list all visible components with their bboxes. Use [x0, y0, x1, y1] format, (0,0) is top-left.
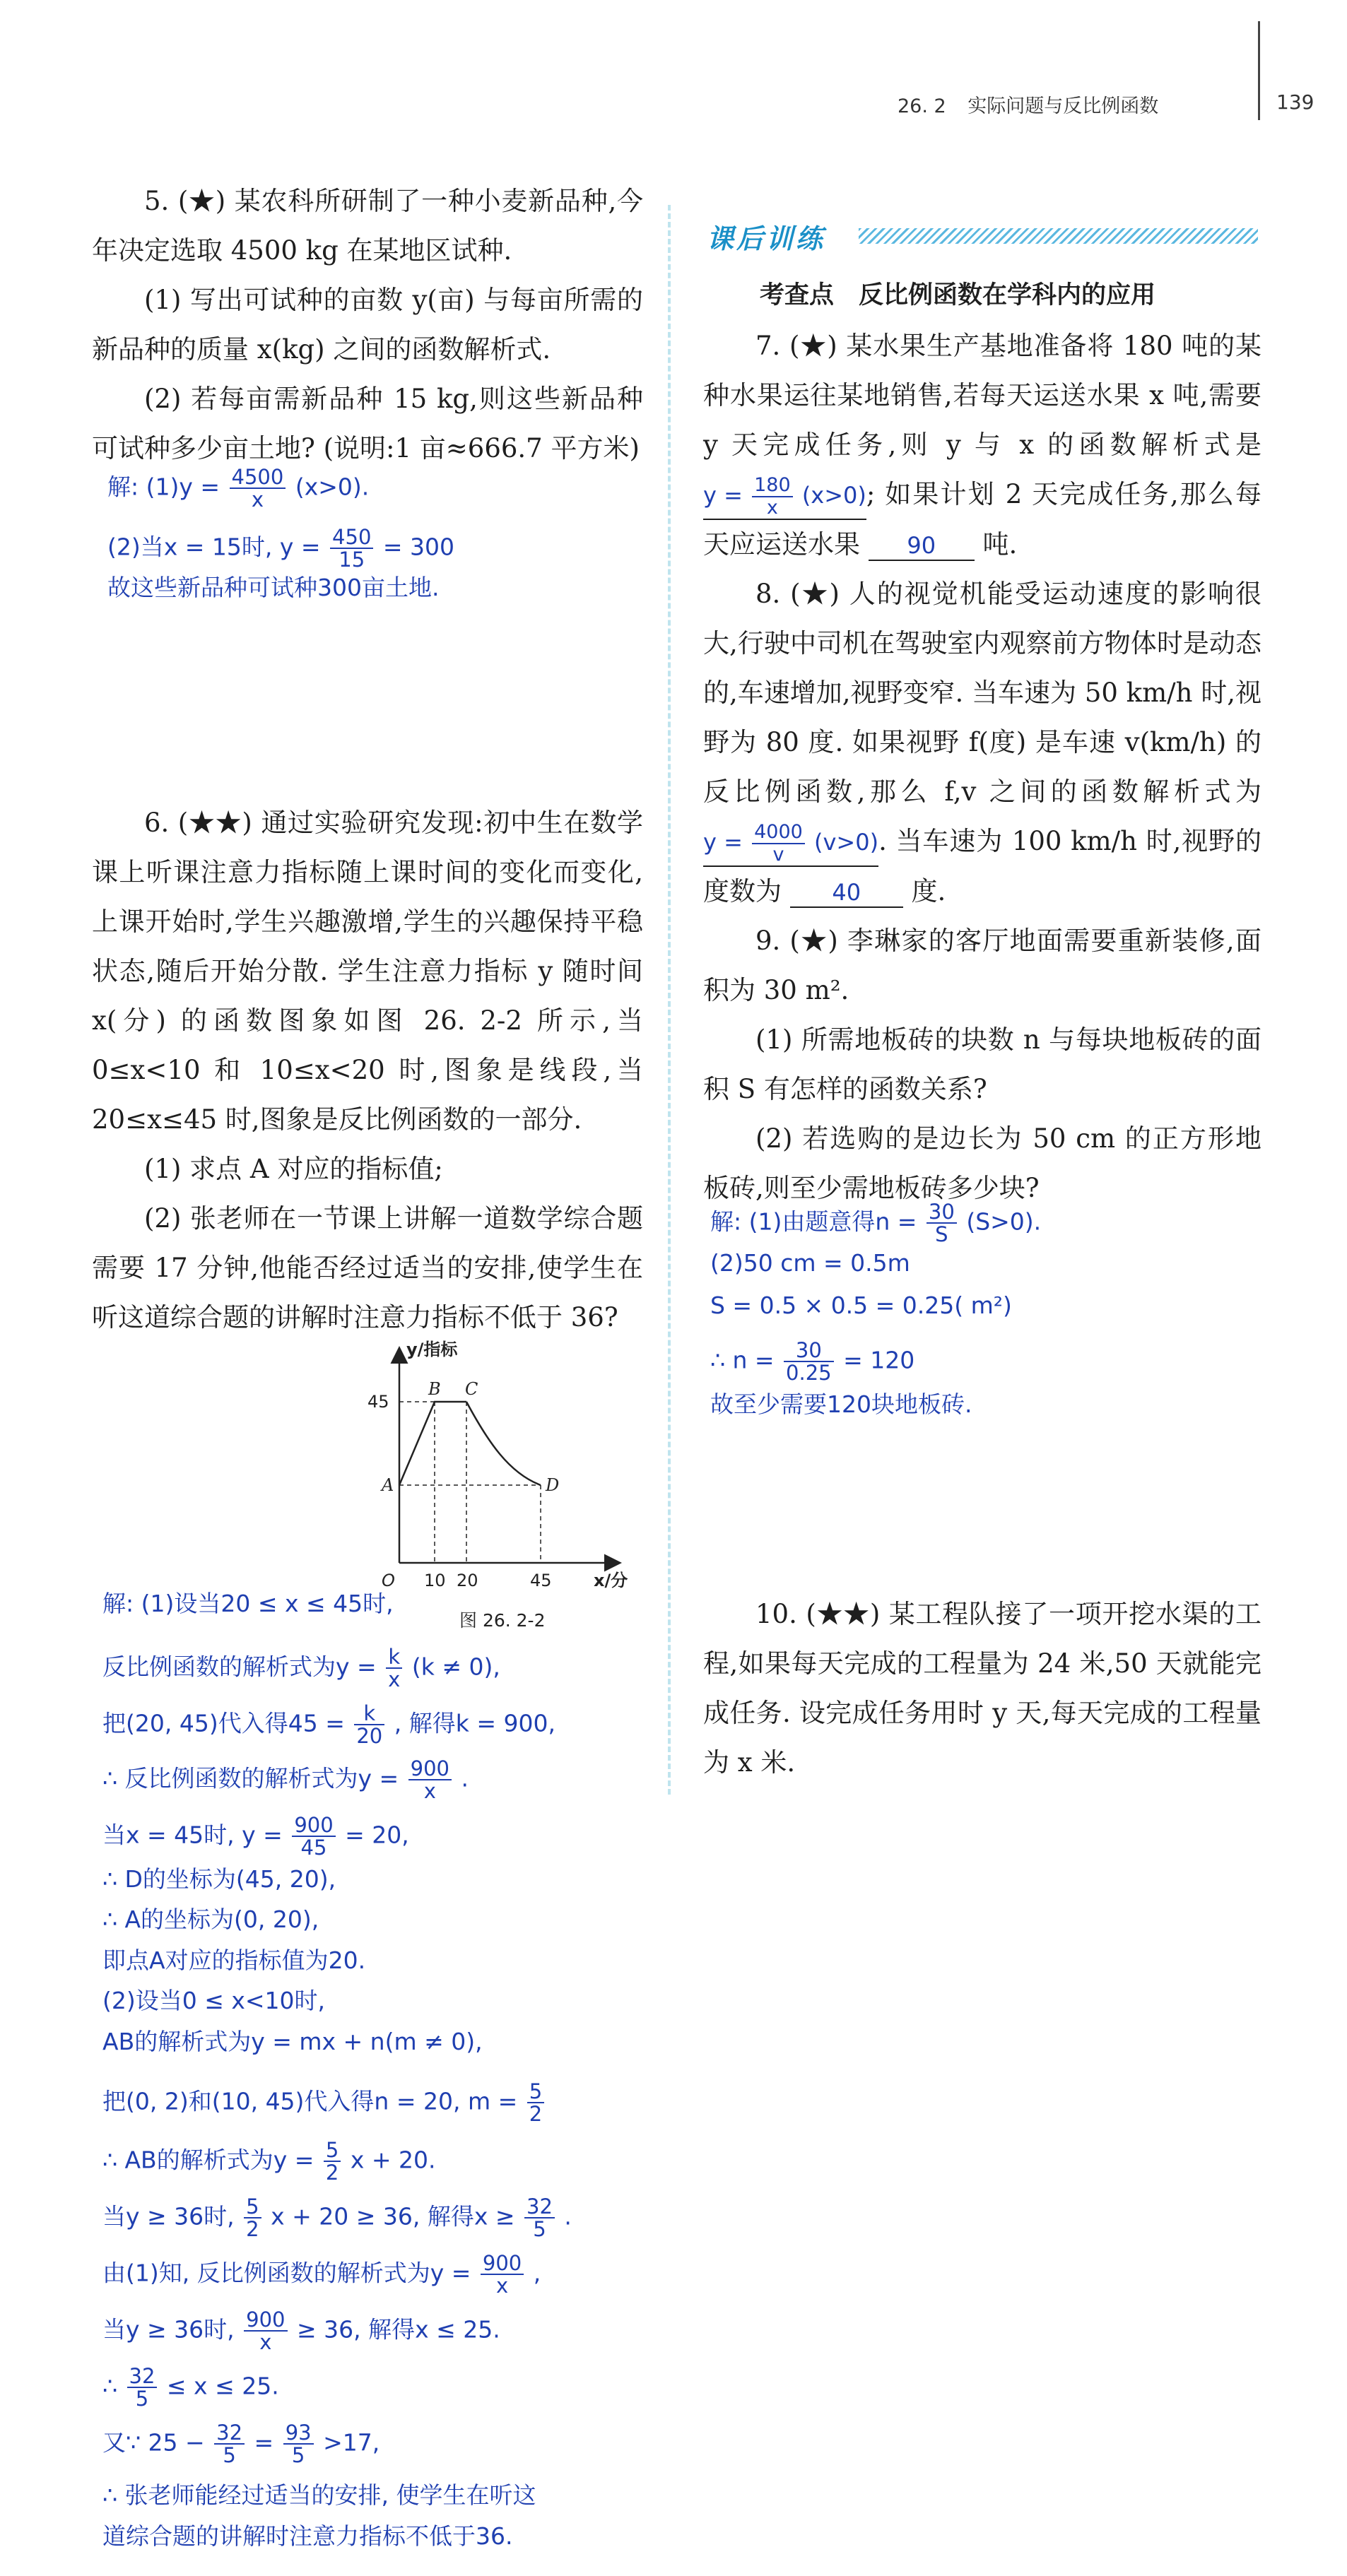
q7-blank-tons: 90 — [869, 531, 975, 561]
point-A-label: A — [382, 1475, 394, 1495]
q6-answer-line4: ∴ 反比例函数的解析式为y = $\frac{900}{x}$ . — [102, 1756, 469, 1803]
fraction: $\frac{5}{2}$ — [527, 2081, 544, 2125]
question-10 — [703, 1590, 1261, 1788]
q5-part2: (2) 若每亩需新品种 15 kg,则这些新品种可试种多少亩土地? (说明:1 亩≈666.7 平方米) — [92, 384, 643, 463]
fraction: $\frac{30}{0.25}$ — [784, 1340, 834, 1383]
q6-answer-line12: ∴ AB的解析式为y = $\frac{5}{2}$ x + 20. — [102, 2138, 436, 2185]
banner-title: 课后训练 — [707, 223, 826, 254]
q9-answer-line3: S = 0.5 × 0.5 = 0.25( m²) — [710, 1292, 1012, 1319]
fraction: $\frac{93}{5}$ — [283, 2422, 314, 2466]
curve-C-D — [466, 1402, 541, 1485]
q9-answer-line2: (2)50 cm = 0.5m — [710, 1249, 910, 1277]
question-9: 9. (★) 李琳家的客厅地面需要重新装修,面积为 30 m². — [703, 926, 1261, 1005]
q6-answer-line1: 解: (1)设当20 ≤ x ≤ 45时, — [102, 1590, 394, 1617]
y-tick-45: 45 — [367, 1392, 389, 1412]
q6-part1: (1) 求点 A 对应的指标值; — [144, 1154, 443, 1184]
q6-answer-line18: ∴ 张老师能经过适当的安排, 使学生在听这 — [102, 2481, 536, 2509]
q5-answer-line3: 故这些新品种可试种300亩土地. — [107, 574, 440, 601]
q6-answer-line19: 道综合题的讲解时注意力指标不低于36. — [102, 2522, 513, 2550]
q5-answer-line2: (2)当x = 15时, y = $\frac{450}{15}$ = 300 — [107, 525, 455, 572]
page-number: 139 — [1276, 90, 1314, 114]
fraction: $\frac{k}{x}$ — [386, 1646, 402, 1690]
banner-stripes — [859, 228, 1258, 244]
q5-answer-line1: 解: (1)y = $\frac{4500}{x}$ (x>0). — [107, 465, 370, 512]
q6-answer-line2: 反比例函数的解析式为y = $\frac{k}{x}$ (k ≠ 0), — [102, 1645, 500, 1691]
fraction: $\frac{900}{x}$ — [244, 2309, 287, 2353]
x-axis-label: x/分 — [594, 1571, 628, 1590]
q6-answer-line14: 由(1)知, 反比例函数的解析式为y = $\frac{900}{x}$ , — [102, 2251, 541, 2298]
fraction: $\frac{32}{5}$ — [524, 2196, 555, 2240]
q9-answer-line5: 故至少需要120块地板砖. — [710, 1390, 972, 1418]
section-title: 实际问题与反比例函数 — [967, 95, 1159, 117]
fraction: $\frac{900}{45}$ — [292, 1814, 335, 1858]
section-banner — [707, 215, 1258, 258]
q6-answer-line3: 把(20, 45)代入得45 = $\frac{k}{20}$ , 解得k = 900, — [102, 1701, 555, 1748]
question-8: 8. (★) 人的视觉机能受运动速度的影响很大,行驶中司机在驾驶室内观察前方物体时是动态的,车速增加,视野变窄. 当车速为 50 km/h 时,视野为 80 度. 如果视野 f(度) 是车速 v(km/h) 的反比例函数,那么 f,v 之间的函数解析式为 y = $\frac{4000}{v}$ (v>0). 当车速为 100 km/h 时,视野的度数为 40 度. — [703, 579, 1261, 906]
segment-A-B-C — [399, 1402, 466, 1485]
q6-answer-line5: 当x = 45时, y = $\frac{900}{45}$ = 20, — [102, 1813, 409, 1860]
q6-answer-line16: ∴ $\frac{32}{5}$ ≤ x ≤ 25. — [102, 2364, 279, 2411]
question-7: 7. (★) 某水果生产基地准备将 180 吨的某种水果运往某地销售,若每天运送水果 x 吨,需要 y 天完成任务,则 y 与 x 的函数解析式是 y = $\frac{180}{x}$ (x>0); 如果计划 2 天完成任务,那么每天应运送水果 90 吨. — [703, 331, 1261, 560]
right-column — [703, 321, 1261, 1213]
q6-answer-line10: AB的解析式为y = mx + n(m ≠ 0), — [102, 2028, 483, 2055]
x-tick-20: 20 — [457, 1571, 478, 1590]
column-divider — [668, 205, 671, 1795]
point-D-label: D — [546, 1475, 560, 1495]
point-B-label: B — [428, 1379, 441, 1399]
question-6 — [92, 798, 643, 1342]
fraction: $\frac{900}{x}$ — [481, 2252, 524, 2296]
figure-26-2-2 — [367, 1335, 636, 1646]
page-header — [898, 90, 1314, 122]
question-5 — [92, 177, 643, 473]
q6-answer-line8: 即点A对应的指标值为20. — [102, 1946, 366, 1974]
fraction: $\frac{450}{15}$ — [330, 526, 373, 570]
q5-stem: 5. (★) 某农科所研制了一种小麦新品种,今年决定选取 4500 kg 在某地区试种. — [92, 186, 643, 266]
q7-blank-function: y = $\frac{180}{x}$ (x>0) — [703, 474, 866, 519]
q6-answer-line6: ∴ D的坐标为(45, 20), — [102, 1865, 336, 1893]
q6-answer-line7: ∴ A的坐标为(0, 20), — [102, 1906, 319, 1933]
y-axis-label: y/指标 — [406, 1340, 458, 1359]
q6-answer-line15: 当y ≥ 36时, $\frac{900}{x}$ ≥ 36, 解得x ≤ 25. — [102, 2308, 500, 2354]
figure-caption: 图 26. 2-2 — [459, 1610, 546, 1631]
q9-answer-line1: 解: (1)由题意得n = $\frac{30}{S}$ (S>0). — [710, 1200, 1042, 1246]
q9-part1: (1) 所需地板砖的块数 n 与每块地板砖的面积 S 有怎样的函数关系? — [703, 1024, 1261, 1104]
fraction: $\frac{180}{x}$ — [752, 475, 793, 519]
point-C-label: C — [465, 1379, 478, 1399]
q6-answer-line17: 又∵ 25 − $\frac{32}{5}$ = $\frac{93}{5}$ >17, — [102, 2421, 380, 2467]
x-tick-45: 45 — [530, 1571, 552, 1590]
fraction: $\frac{32}{5}$ — [127, 2365, 158, 2409]
fraction: $\frac{4000}{v}$ — [752, 822, 805, 865]
q9-answer-line4: ∴ n = $\frac{30}{0.25}$ = 120 — [710, 1338, 915, 1385]
q6-answer-line9: (2)设当0 ≤ x<10时, — [102, 1987, 326, 2014]
fraction: $\frac{5}{2}$ — [244, 2196, 261, 2240]
q5-part1: (1) 写出可试种的亩数 y(亩) 与每亩所需的新品种的质量 x(kg) 之间的函数解析式. — [92, 285, 643, 365]
topic-title: 考查点 反比例函数在学科内的应用 — [760, 281, 1156, 309]
q10-stem: 10. (★★) 某工程队接了一项开挖水渠的工程,如果每天完成的工程量为 24 米,50 天就能完成任务. 设完成任务用时 y 天,每天完成的工程量为 x 米. — [703, 1599, 1261, 1778]
q8-blank-degrees: 40 — [790, 878, 903, 908]
fraction: $\frac{5}{2}$ — [324, 2139, 341, 2183]
fraction: $\frac{30}{S}$ — [927, 1201, 957, 1245]
origin-label: O — [382, 1571, 395, 1590]
q6-answer-line11: 把(0, 2)和(10, 45)代入得n = 20, m = $\frac{5}{2}$ — [102, 2081, 546, 2125]
fraction: $\frac{900}{x}$ — [408, 1758, 452, 1802]
fraction: $\frac{32}{5}$ — [214, 2422, 245, 2466]
q8-blank-function: y = $\frac{4000}{v}$ (v>0) — [703, 821, 879, 865]
q6-answer-line13: 当y ≥ 36时, $\frac{5}{2}$ x + 20 ≥ 36, 解得x ≥ $\frac{32}{5}$ . — [102, 2194, 572, 2241]
x-tick-10: 10 — [424, 1571, 446, 1590]
q9-part2: (2) 若选购的是边长为 50 cm 的正方形地板砖,则至少需地板砖多少块? — [703, 1123, 1261, 1203]
fraction: $\frac{4500}{x}$ — [230, 466, 286, 510]
q6-part2: (2) 张老师在一节课上讲解一道数学综合题需要 17 分钟,他能否经过适当的安排,使学生在听这道综合题的讲解时注意力指标不低于 36? — [92, 1203, 643, 1333]
header-rule — [1258, 21, 1260, 120]
fraction: $\frac{k}{20}$ — [354, 1703, 384, 1747]
q6-stem: 6. (★★) 通过实验研究发现:初中生在数学课上听课注意力指标随上课时间的变化而变化,上课开始时,学生兴趣激增,学生的兴趣保持平稳状态,随后开始分散. 学生注意力指标 y 随时间 x(分) 的函数图象如图 26. 2-2 所示,当 0≤x<10 和 10≤x<20 时,图象是线段,当 20≤x≤45 时,图象是反比例函数的一部分. — [92, 808, 643, 1135]
section-number: 26. 2 — [898, 95, 946, 117]
